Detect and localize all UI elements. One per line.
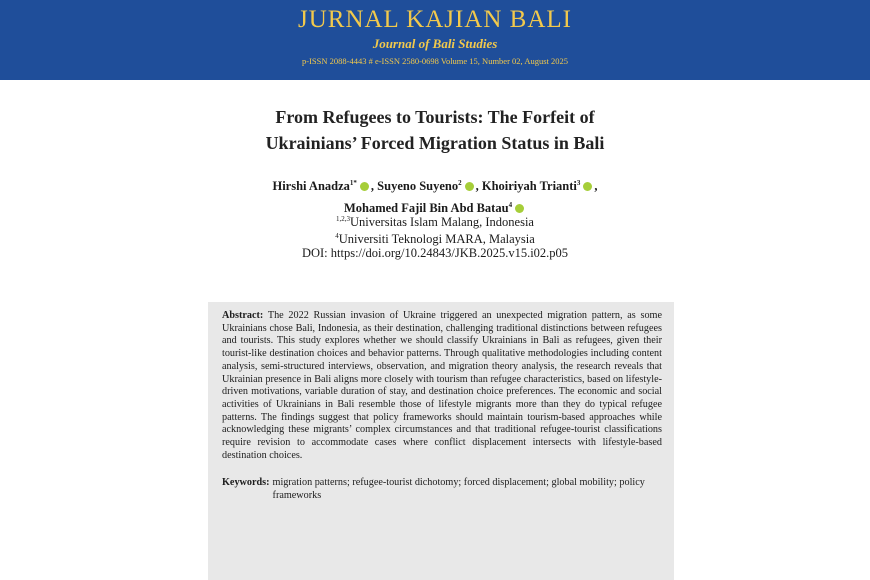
journal-banner — [0, 0, 870, 80]
journal-subtitle: Journal of Bali Studies — [372, 36, 498, 51]
orcid-icon[interactable] — [583, 182, 592, 191]
abstract — [222, 310, 662, 462]
author-name: Hirshi Anadza — [272, 179, 350, 194]
orcid-icon[interactable] — [360, 182, 369, 191]
affiliation-sup: 1,2,3 — [336, 215, 350, 223]
author-sup: 2 — [458, 179, 462, 187]
author-name: Mohamed Fajil Bin Abd Batau — [343, 201, 509, 216]
keywords-label: Keywords: — [222, 477, 270, 489]
doi-line[interactable]: DOI: https://doi.org/10.24843/JKB.2025.v15.i02.p05 — [301, 246, 569, 260]
journal-issn-line: p-ISSN 2088-4443 # e-ISSN 2580-0698 Volume 15, Number 02, August 2025 — [301, 56, 569, 66]
abstract-text: The 2022 Russian invasion of Ukraine triggered an unexpected migration pattern, as some Ukrainians chose Bali, Indonesia, as their destination, challenging traditional distinctions between refugees and tourists. This study explores whether we should classify Ukrainians in Bali as refugees, given their tourist-like destination choices and behavior patterns. Through qualitative methodologies including content analysis, semi-structured interviews, observation, and migration theory analysis, the research reveals that Ukrainian presence in Bali aligns more closely with tourism than refugee characteristics, based on lifestyle-driven motivations, variable duration of stay, and destination choice preferences. The economic and social activities of Ukrainians in Bali resemble those of lifestyle migrants more than they do typical refugee patterns. The findings suggest that policy frameworks should maintain tourism-based approaches while acknowledging these migrants’ complex circumstances and that traditional refugee-tourist classifications require revision to accommodate cases where conflict displacement intersects with lifestyle-based destination choices. — [222, 310, 662, 461]
author-name: Suyeno Suyeno — [377, 179, 459, 194]
keywords — [222, 476, 662, 502]
abstract-label: Abstract: — [222, 310, 264, 321]
abstract-box — [208, 302, 674, 580]
paper-title-line1: From Refugees to Tourists: The Forfeit of — [275, 107, 595, 127]
author-line-1 — [0, 174, 870, 196]
paper-title-line2: Ukrainians’ Forced Migration Status in Bali — [265, 133, 605, 153]
author-sup: 3 — [576, 179, 581, 187]
author-sup: 4 — [508, 201, 513, 210]
orcid-icon[interactable] — [465, 182, 474, 191]
affiliation-sup: 4 — [335, 232, 339, 240]
author-name: Khoiriyah Trianti — [481, 179, 577, 194]
journal-name: JURNAL KAJIAN BALI — [297, 6, 572, 33]
affiliation-text: Universiti Teknologi MARA, Malaysia — [338, 232, 535, 247]
author-separator: , — [475, 179, 482, 194]
paper-title — [0, 104, 870, 156]
author-separator: , — [594, 179, 598, 194]
affiliation-text: Universitas Islam Malang, Indonesia — [350, 215, 534, 230]
author-separator: , — [370, 179, 378, 194]
keywords-text: migration patterns; refugee-tourist dichotomy; forced displacement; global mobility; policy frameworks — [272, 477, 645, 502]
author-sup: 1* — [349, 179, 357, 187]
